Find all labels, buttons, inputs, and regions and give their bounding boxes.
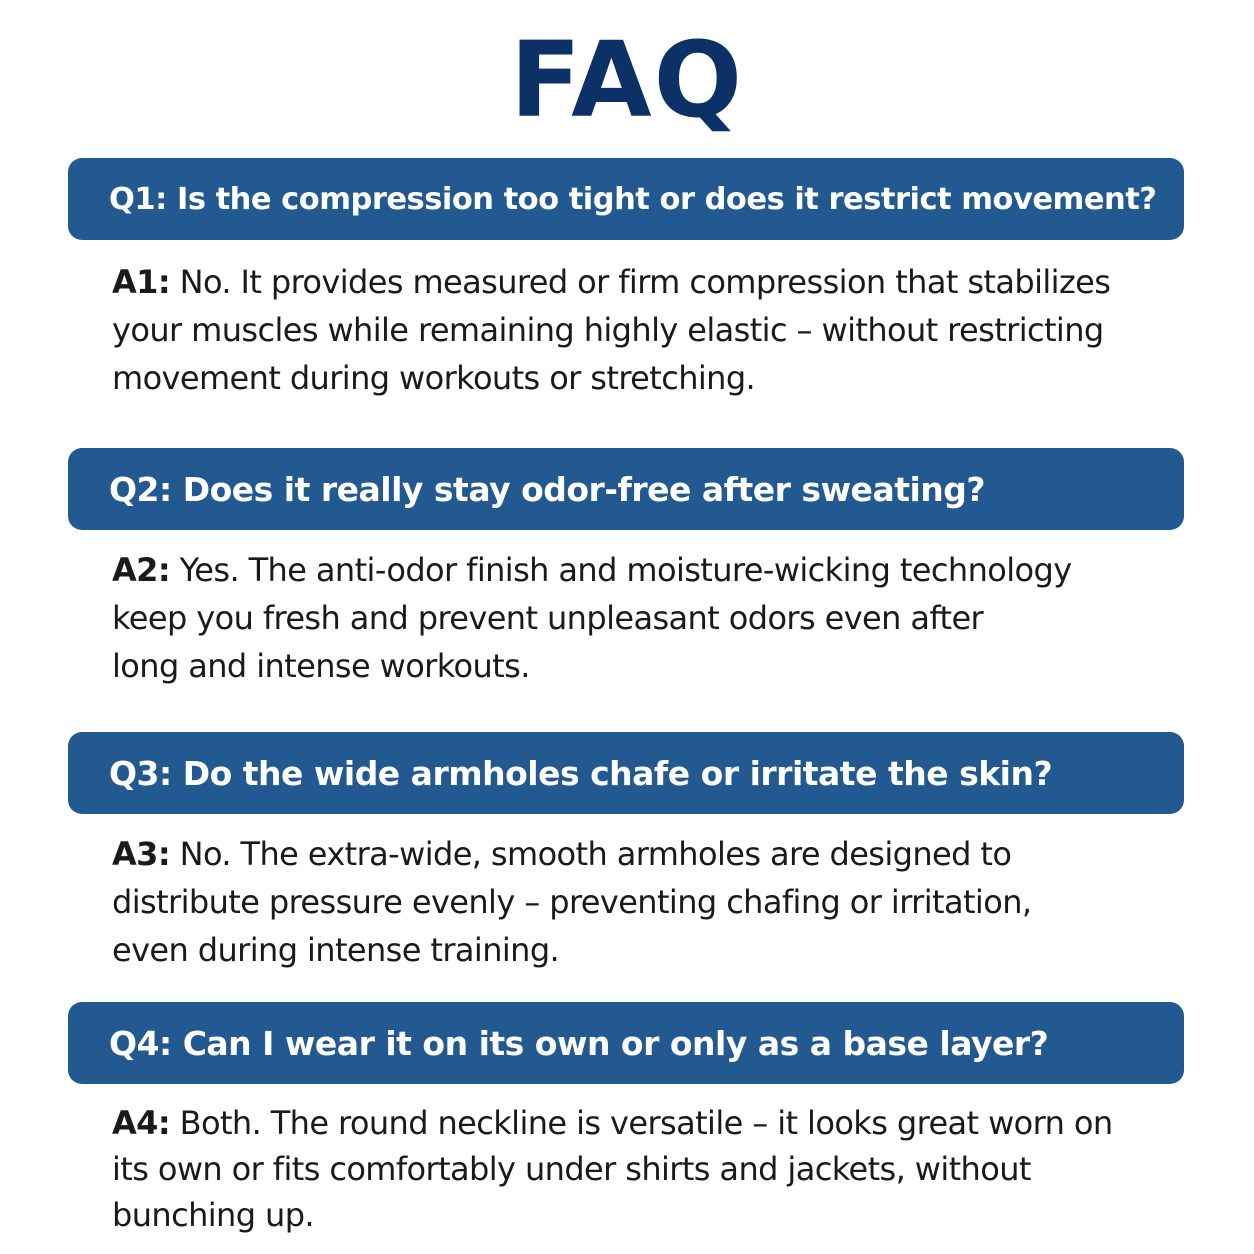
- faq-answer-4: [112, 1100, 1172, 1238]
- faq-answer-4-line-2: its own or fits comfortably under shirts and jackets, without: [112, 1150, 1031, 1188]
- faq-answer-4-line-1: [112, 1100, 1172, 1146]
- faq-question-3: [68, 732, 1184, 814]
- faq-answer-3-label: A3:: [112, 835, 171, 873]
- faq-answer-2-line-3: long and intense workouts.: [112, 647, 530, 685]
- faq-answer-2-line-2: keep you fresh and prevent unpleasant odors even after: [112, 599, 984, 637]
- faq-answer-1-label: A1:: [112, 263, 171, 301]
- faq-question-1-text: Q1: Is the compression too tight or does it restrict movement?: [109, 181, 1157, 217]
- faq-answer-3-line-3: even during intense training.: [112, 931, 560, 969]
- faq-answer-1: [112, 258, 1172, 402]
- faq-question-1: [68, 158, 1184, 240]
- faq-question-3-text: Q3: Do the wide armholes chafe or irritate the skin?: [109, 753, 1053, 793]
- faq-answer-2-text-1: Yes. The anti-odor finish and moisture-wicking technology: [179, 551, 1072, 589]
- faq-answer-3-line-2: distribute pressure evenly – preventing chafing or irritation,: [112, 883, 1032, 921]
- faq-answer-4-line-3: bunching up.: [112, 1196, 314, 1234]
- faq-answer-1-line-2: your muscles while remaining highly elastic – without restricting: [112, 311, 1104, 349]
- page-title: FAQ: [509, 19, 744, 141]
- faq-answer-4-label: A4:: [112, 1104, 171, 1142]
- faq-question-2: [68, 448, 1184, 530]
- faq-answer-2: [112, 546, 1172, 690]
- faq-answer-1-line-3: movement during workouts or stretching.: [112, 359, 756, 397]
- faq-answer-1-line-1: [112, 258, 1172, 306]
- faq-question-4-text: Q4: Can I wear it on its own or only as a base layer?: [109, 1023, 1049, 1063]
- faq-answer-3-line-1: [112, 830, 1172, 878]
- faq-answer-2-label: A2:: [112, 551, 171, 589]
- faq-answer-4-text-1: Both. The round neckline is versatile – it looks great worn on: [179, 1104, 1113, 1142]
- faq-answer-3-text-1: No. The extra-wide, smooth armholes are designed to: [179, 835, 1012, 873]
- faq-question-2-text: Q2: Does it really stay odor-free after sweating?: [109, 469, 986, 509]
- faq-answer-3: [112, 830, 1172, 974]
- faq-answer-1-text-1: No. It provides measured or firm compression that stabilizes: [179, 263, 1111, 301]
- faq-answer-2-line-1: [112, 546, 1172, 594]
- faq-question-4: [68, 1002, 1184, 1084]
